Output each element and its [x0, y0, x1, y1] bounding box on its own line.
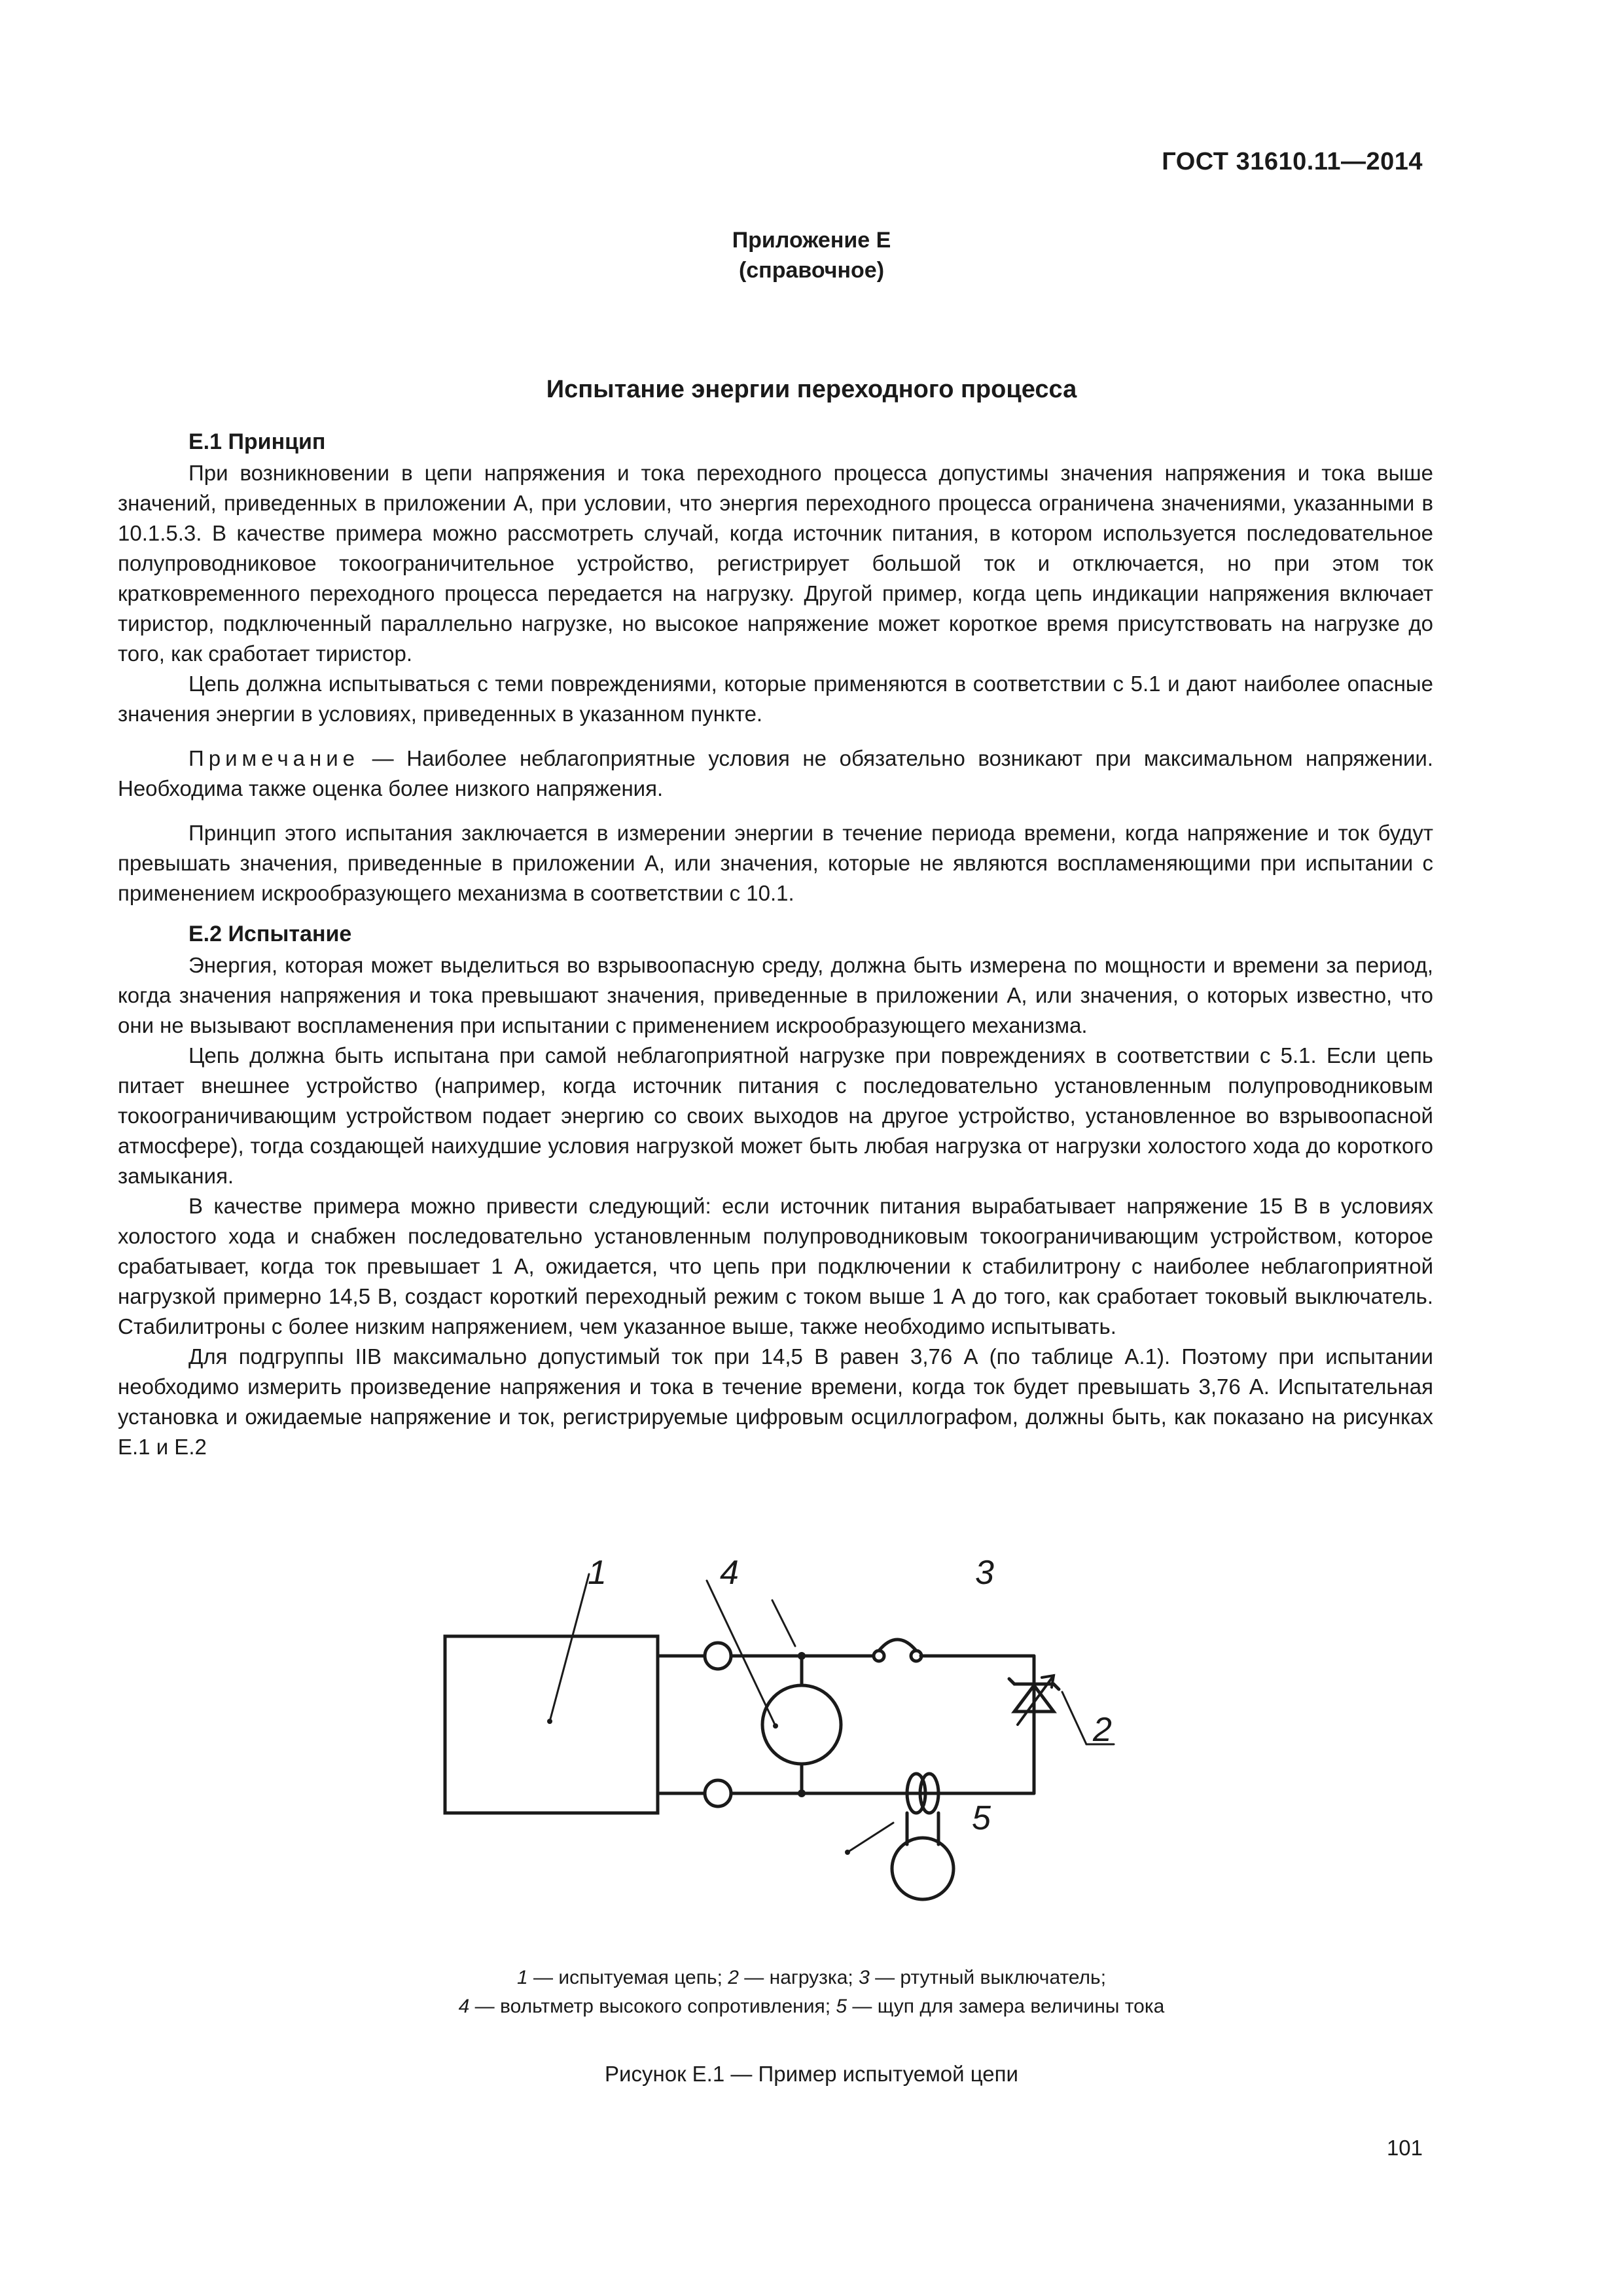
annex-label: Приложение Е [732, 228, 891, 253]
leader-line-2 [1062, 1692, 1086, 1744]
annex-title [0, 225, 1623, 285]
junction-dot [798, 1652, 806, 1660]
label-1: 1 [588, 1554, 607, 1592]
figure-legend [0, 1964, 1623, 2021]
leader-line-4 [707, 1581, 776, 1726]
paragraph: В качестве примера можно привести следующий: если источник питания вырабатывает напряжение 15 В в условиях холостого хода и снабжен последовательно установленным полупроводниковым токоограничивающим устройством, которое срабатывает, когда ток превышает 1 А, ожидается, что цепь при подключении к стабилитрону с наиболее неблагоприятной нагрузкой примерно 14,5 В, создаст короткий переходный режим с током выше 1 А до того, как сработает токовый выключатель. Стабилитроны с более низким напряжением, чем указанное выше, также необходимо испытывать. [118, 1194, 1433, 1338]
label-4: 4 [720, 1554, 739, 1592]
figure-caption: Рисунок Е.1 — Пример испытуемой цепи [605, 2062, 1018, 2086]
section-title-e2: Е.2 Испытание [188, 922, 352, 946]
leader-line-3 [772, 1600, 795, 1646]
junction-dot [798, 1789, 806, 1797]
label-3: 3 [975, 1554, 994, 1592]
terminal [705, 1643, 731, 1669]
section-heading: Испытание энергии переходного процесса [546, 376, 1077, 403]
paragraph: При возникновении в цепи напряжения и тока переходного процесса допустимы значения напряжения и тока выше значений, приведенных в приложении А, при условии, что энергия переходного процесса ограничена значениями, указанными в 10.1.5.3. В качестве примера можно рассмотреть случай, когда источник питания, в котором используется последовательное полупроводниковое токоограничительное устройство, регистрирует большой ток и отключается, но при этом ток кратковременного переходного процесса передается на нагрузку. Другой пример, когда цепь индикации напряжения включает тиристор, подключенный параллельно нагрузке, но высокое напряжение может короткое время присутствовать на нагрузке до того, как сработает тиристор. [118, 461, 1433, 666]
leader-dot [845, 1850, 850, 1855]
paragraph: Цепь должна быть испытана при самой неблагоприятной нагрузке при повреждениях в соответствии с 5.1. Если цепь питает внешнее устройство (например, когда источник питания с последовательно установленным полупроводниковым токоограничивающим устройством подает энергию со своих выходов на другое устройство, установленное во взрывоопасной атмосфере), тогда создающей наихудшие условия нагрузкой может быть любая нагрузка от нагрузки холостого хода до короткого замыкания. [118, 1043, 1433, 1188]
body-text [118, 425, 1433, 1462]
paragraph: Цепь должна испытываться с теми повреждениями, которые применяются в соответствии с 5.1 и дают наиболее опасные значения энергии в условиях, приведенных в указанном пункте. [118, 672, 1433, 726]
annex-status: (справочное) [738, 258, 885, 283]
document-id: ГОСТ 31610.11—2014 [1162, 148, 1423, 175]
note [118, 744, 1433, 804]
leader-line-1 [550, 1574, 589, 1721]
tested-circuit-block [445, 1636, 658, 1813]
page-number: 101 [1386, 2136, 1423, 2160]
circuit-diagram [432, 1545, 1152, 1937]
legend-line-2: 4 — вольтметр высокого сопротивления; 5 — щуп для замера величины тока [458, 1996, 1165, 2017]
paragraph: Энергия, которая может выделиться во взрывоопасную среду, должна быть измерена по мощности и времени за период, когда значения напряжения и тока превышают значения, приведенные в приложении А, или значения, о которых известно, что они не вызывают воспламенения при испытании с применением искрообразующего механизма. [118, 953, 1433, 1037]
note-label: Примечание [188, 746, 360, 770]
section-title-e1: Е.1 Принцип [188, 429, 326, 454]
paragraph: Принцип этого испытания заключается в измерении энергии в течение периода времени, когда напряжение и ток будут превышать значения, приведенные в приложении А, или значения, которые не являются воспламеняющими при испытании с применением искрообразующего механизма в соответствии с 10.1. [118, 821, 1433, 905]
label-2: 2 [1093, 1711, 1112, 1749]
current-probe [892, 1838, 954, 1899]
terminal [705, 1780, 731, 1806]
switch-arc [879, 1640, 916, 1651]
note-text: — Наиболее неблагоприятные условия не обязательно возникают при максимальном напряжении. Необходима также оценка более низкого напряжения. [118, 746, 1433, 800]
paragraph: Для подгруппы IIB максимально допустимый ток при 14,5 В равен 3,76 А (по таблице А.1). Поэтому при испытании необходимо измерить произведение напряжения и тока в течение времени, когда ток будет превышать 3,76 А. Испытательная установка и ожидаемые напряжение и ток, регистрируемые цифровым осциллографом, должны быть, как показано на рисунках Е.1 и Е.2 [118, 1344, 1433, 1459]
legend-line-1: 1 — испытуемая цепь; 2 — нагрузка; 3 — ртутный выключатель; [516, 1967, 1107, 1988]
leader-dot [547, 1719, 552, 1724]
label-5: 5 [972, 1799, 991, 1837]
leader-line-5 [847, 1823, 893, 1852]
leader-dot [773, 1723, 778, 1729]
